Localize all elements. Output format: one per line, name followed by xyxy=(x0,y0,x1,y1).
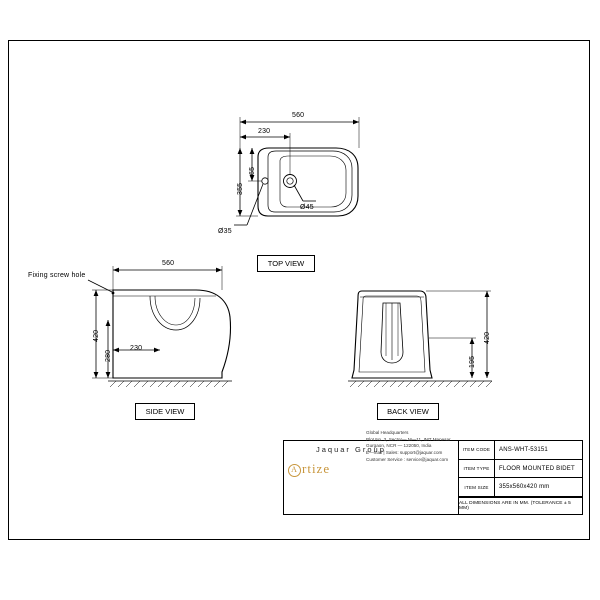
address-line-2: Plot No. 3, Sector— M—11, IMT Manesar xyxy=(366,436,451,442)
title-block-company xyxy=(284,430,459,514)
field-item-code-value: ANS-WHT-53151 xyxy=(499,446,548,453)
address-line-4: E—mail | Sales: support@jaquar.com xyxy=(366,449,443,455)
logo-text: rtize xyxy=(302,461,331,476)
address-line-3: Gurgaon, NCR — 122050, India xyxy=(366,443,432,449)
dim-top-offset-65: 65 xyxy=(249,166,256,175)
field-item-size-key: ITEM SIZE xyxy=(459,478,495,496)
logo-mark: A xyxy=(288,464,301,477)
view-label-back: BACK VIEW xyxy=(377,403,439,420)
dim-side-height-420: 420 xyxy=(93,329,100,342)
dim-side-height-280: 280 xyxy=(105,349,112,362)
field-item-type-value: FLOOR MOUNTED BIDET xyxy=(499,465,575,472)
field-item-size xyxy=(459,478,582,497)
field-item-size-value: 355x560x420 mm xyxy=(499,484,550,491)
view-label-top: TOP VIEW xyxy=(257,255,315,272)
dim-side-offset-230: 230 xyxy=(130,345,143,352)
dim-back-height-195: 195 xyxy=(469,355,476,368)
field-item-type-key: ITEM TYPE xyxy=(459,460,495,478)
view-label-side: SIDE VIEW xyxy=(135,403,195,420)
dim-side-length-560: 560 xyxy=(162,260,175,267)
dim-top-width-230: 230 xyxy=(258,128,271,135)
company-name: Jaquar Group xyxy=(316,445,386,454)
dim-top-height-355: 355 xyxy=(237,182,244,195)
dim-back-height-420: 420 xyxy=(484,331,491,344)
title-block-fields xyxy=(459,441,582,514)
dim-hole-35: Ø35 xyxy=(218,228,232,235)
artize-logo xyxy=(288,461,358,483)
address-line-5: Customer Service : service@jaquar.com xyxy=(366,456,449,462)
dim-hole-45: Ø45 xyxy=(300,204,314,211)
address-line-1: Global Headquarters xyxy=(366,430,409,435)
company-address xyxy=(364,430,454,463)
tolerance-note: ALL DIMENSIONS ARE IN MM. (TOLERANCE ± 5 MM) xyxy=(459,497,582,514)
title-block xyxy=(283,430,583,515)
callout-fixing-screw-hole: Fixing screw hole xyxy=(28,272,86,279)
dim-top-width-560: 560 xyxy=(292,112,305,119)
field-item-code xyxy=(459,441,582,460)
field-item-type xyxy=(459,460,582,479)
field-item-code-key: ITEM CODE xyxy=(459,441,495,459)
